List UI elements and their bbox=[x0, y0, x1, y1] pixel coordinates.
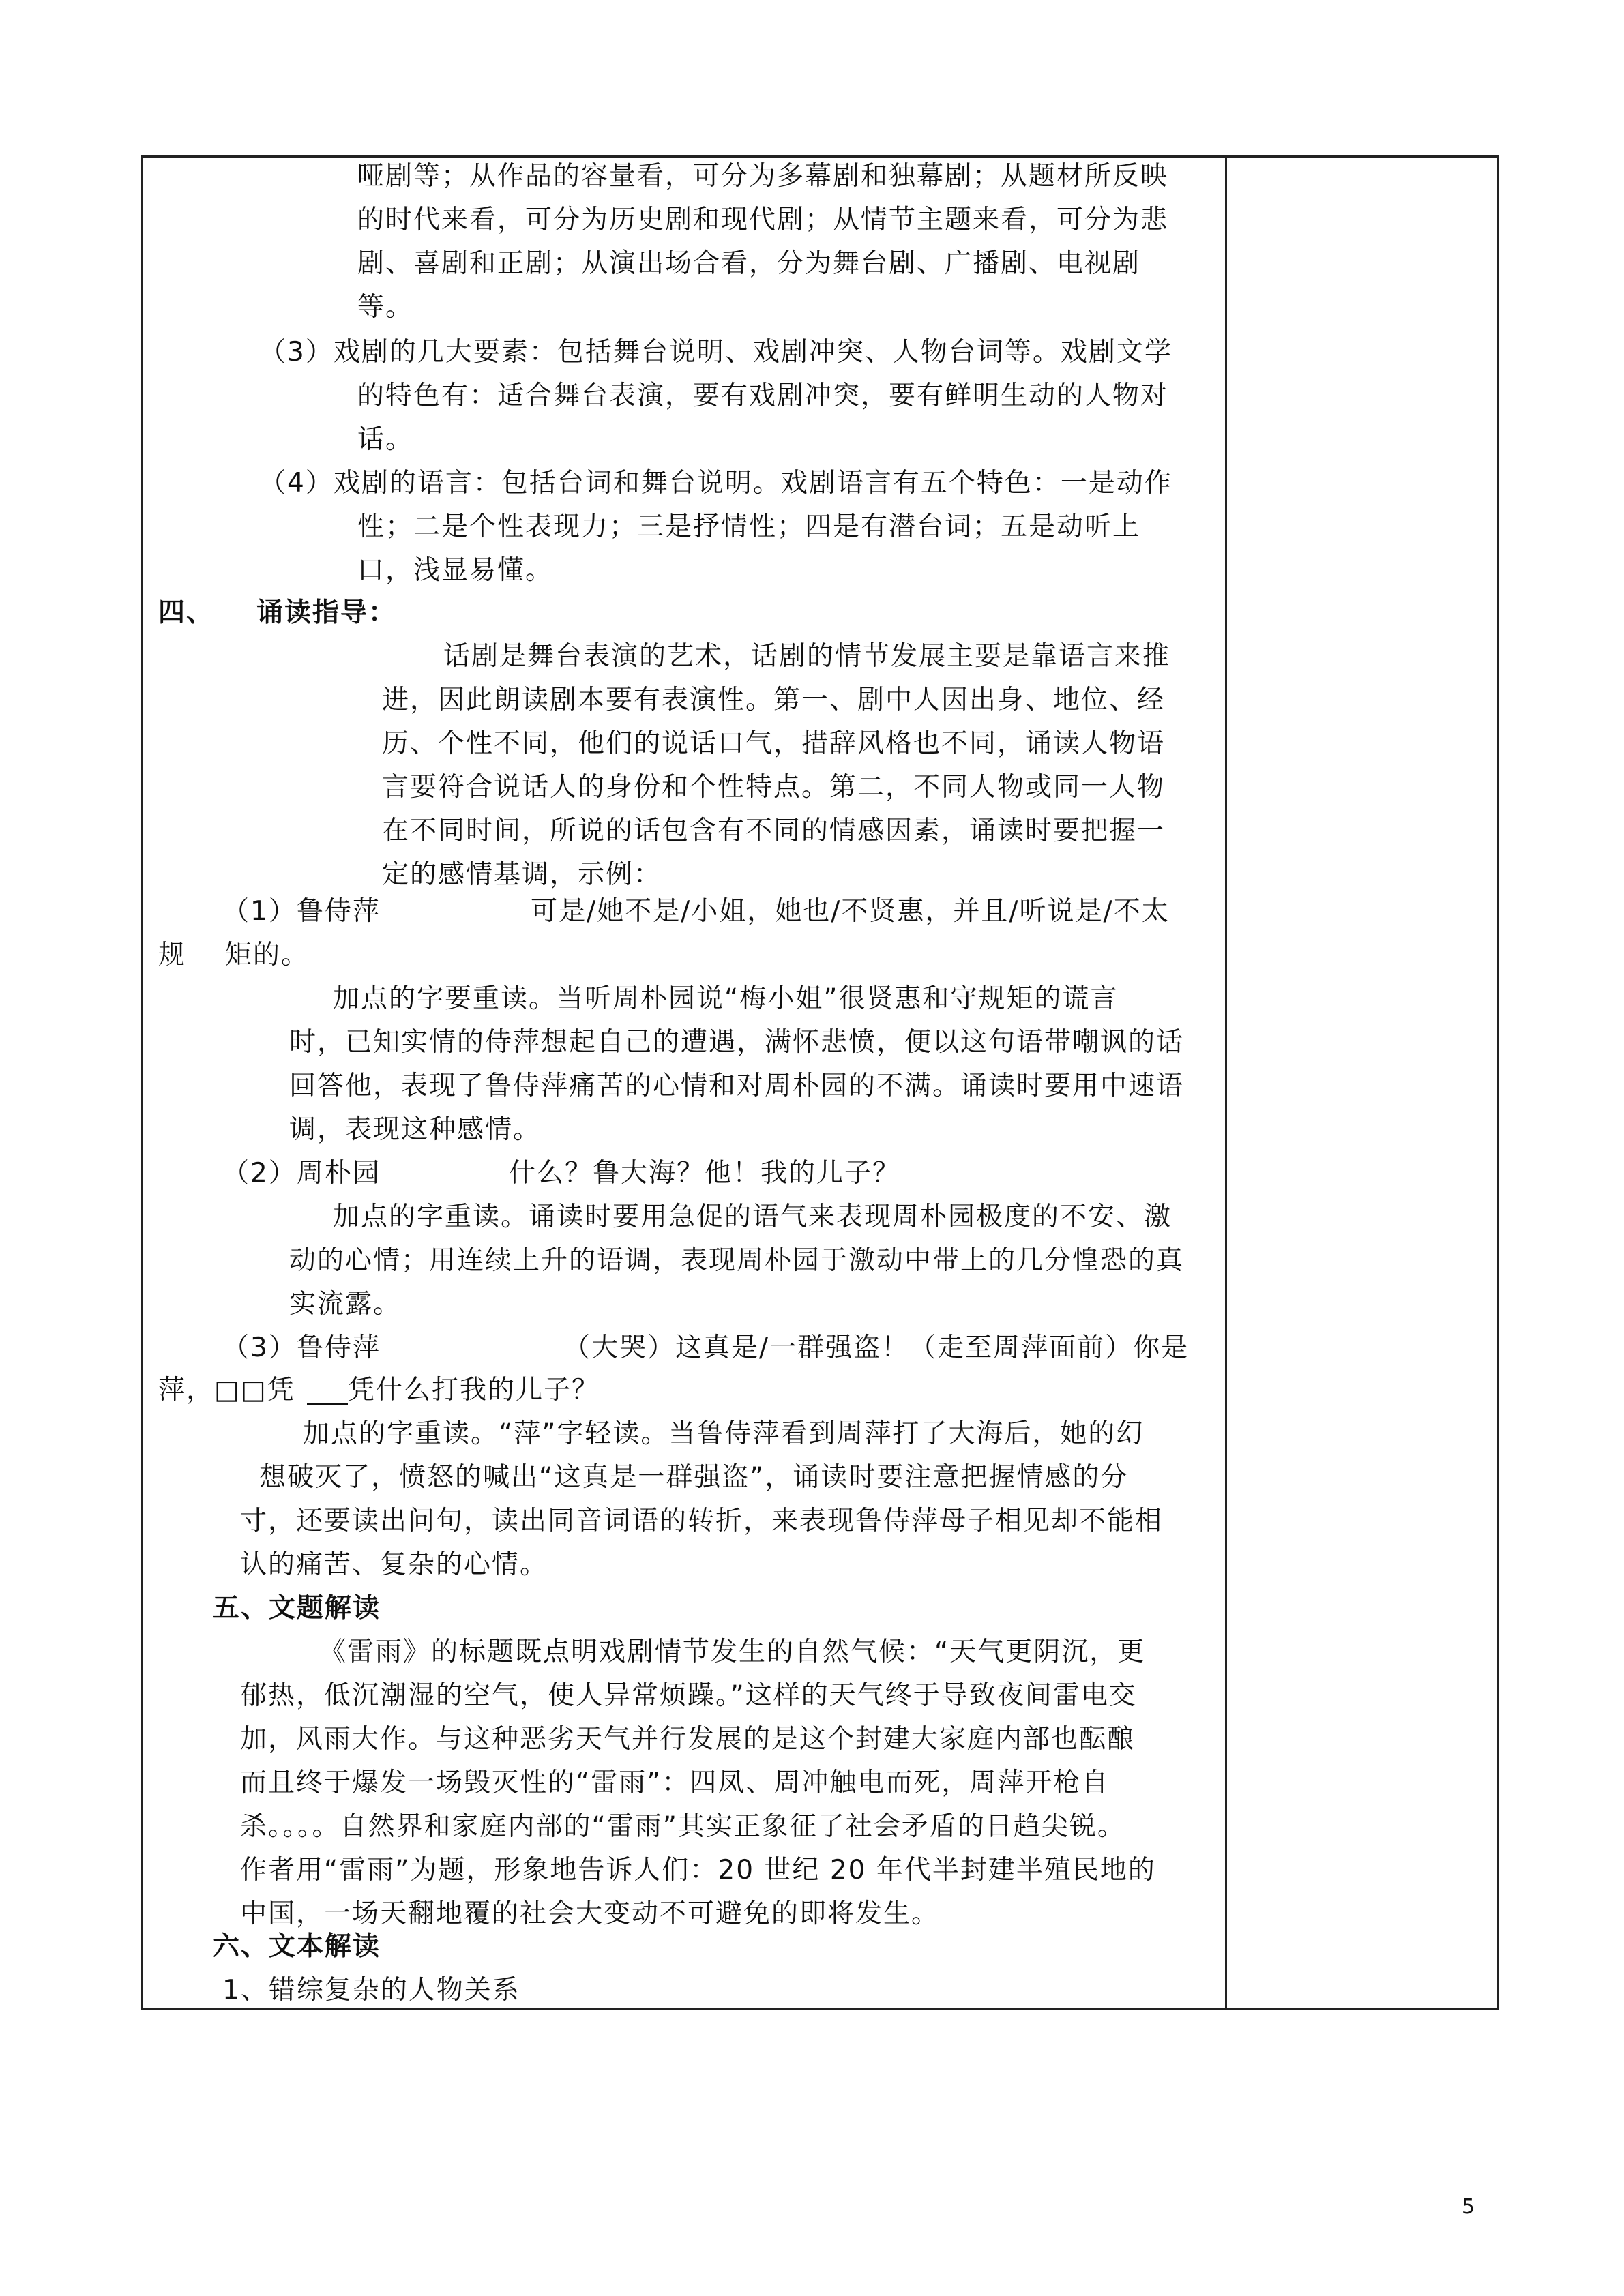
text-line: 时，已知实情的侍萍想起自己的遭遇，满怀悲愤，便以这句语带嘲讽的话 bbox=[289, 1027, 1185, 1058]
text-line: 加点的字要重读。当听周朴园说“梅小姐”很贤惠和守规矩的谎言 bbox=[333, 983, 1119, 1014]
text-line: 等。 bbox=[357, 292, 414, 323]
example-speaker: （1）鲁侍萍 bbox=[222, 896, 381, 927]
text-line: 想破灭了，愤怒的喊出“这真是一群强盗”，诵读时要注意把握情感的分 bbox=[259, 1462, 1129, 1493]
text-line: 加，风雨大作。与这种恶劣天气并行发展的是这个封建大家庭内部也酝酿 bbox=[240, 1724, 1136, 1755]
text-line: 的时代来看，可分为历史剧和现代剧；从情节主题来看，可分为悲 bbox=[357, 205, 1169, 235]
page-number: 5 bbox=[1462, 2195, 1475, 2219]
text-line: 哑剧等；从作品的容量看，可分为多幕剧和独幕剧；从题材所反映 bbox=[357, 161, 1169, 192]
text-line: 动的心情；用连续上升的语调，表现周朴园于激动中带上的几分惶恐的真 bbox=[289, 1245, 1185, 1276]
text-line: 规 bbox=[158, 940, 187, 970]
text-line: 作者用“雷雨”为题，形象地告诉人们：20 世纪 20 年代半封建半殖民地的 bbox=[240, 1855, 1156, 1885]
section-heading: 诵读指导： bbox=[256, 597, 397, 628]
example-speaker: （3）鲁侍萍 bbox=[222, 1332, 381, 1363]
text-line: 《雷雨》的标题既点明戏剧情节发生的自然气候：“天气更阴沉，更 bbox=[319, 1637, 1146, 1667]
text-line: 萍，□□凭 bbox=[158, 1375, 295, 1405]
text-line: 话剧是舞台表演的艺术，话剧的情节发展主要是靠语言来推 bbox=[443, 641, 1171, 672]
example-line: 什么？鲁大海？他！我的儿子？ bbox=[509, 1158, 901, 1189]
text-line: （4）戏剧的语言：包括台词和舞台说明。戏剧语言有五个特色：一是动作 bbox=[259, 468, 1172, 498]
text-line: 在不同时间，所说的话包含有不同的情感因素，诵读时要把握一 bbox=[382, 816, 1166, 846]
text-line: 回答他，表现了鲁侍萍痛苦的心情和对周朴园的不满。诵读时要用中速语 bbox=[289, 1071, 1185, 1101]
text-line: 调，表现这种感情。 bbox=[289, 1114, 542, 1145]
text-line: 定的感情基调，示例： bbox=[382, 859, 662, 890]
text-line: 言要符合说话人的身份和个性特点。第二，不同人物或同一人物 bbox=[382, 772, 1166, 803]
section-number: 四、 bbox=[158, 597, 215, 628]
text-line: 杀。。。。自然界和家庭内部的“雷雨”其实正象征了社会矛盾的日趋尖锐。 bbox=[240, 1811, 1125, 1842]
text-line: 中国，一场天翻地覆的社会大变动不可避免的即将发生。 bbox=[240, 1898, 940, 1929]
text-line: 历、个性不同，他们的说话口气，措辞风格也不同，诵读人物语 bbox=[382, 728, 1166, 759]
section-heading: 五、文题解读 bbox=[213, 1593, 381, 1624]
text-line: 而且终于爆发一场毁灭性的“雷雨”：四凤、周冲触电而死，周萍开枪自 bbox=[240, 1768, 1110, 1798]
text-line: 性；二是个性表现力；三是抒情性；四是有潜台词；五是动听上 bbox=[357, 511, 1141, 542]
text-line: 郁热，低沉潮湿的空气，使人异常烦躁。”这样的天气终于导致夜间雷电交 bbox=[240, 1680, 1137, 1711]
example-speaker: （2）周朴园 bbox=[222, 1158, 381, 1189]
text-line: 寸，还要读出问句，读出同音词语的转折，来表现鲁侍萍母子相见却不能相 bbox=[240, 1506, 1164, 1536]
text-line: 的特色有：适合舞台表演，要有戏剧冲突，要有鲜明生动的人物对 bbox=[357, 381, 1169, 411]
example-line: （大哭）这真是/一群强盗！（走至周萍面前）你是 bbox=[563, 1332, 1190, 1363]
text-line: 话。 bbox=[357, 424, 414, 455]
table-column-divider bbox=[1225, 155, 1227, 2010]
text-line: 认的痛苦、复杂的心情。 bbox=[240, 1549, 548, 1580]
text-line: 剧、喜剧和正剧；从演出场合看，分为舞台剧、广播剧、电视剧 bbox=[357, 248, 1141, 279]
text-line: 实流露。 bbox=[289, 1289, 402, 1320]
example-line: 可是/她不是/小姐，她也/不贤惠，并且/听说是/不太 bbox=[531, 896, 1170, 927]
text-line: 凭什么打我的儿子？ bbox=[348, 1375, 600, 1405]
text-line: （3）戏剧的几大要素：包括舞台说明、戏剧冲突、人物台词等。戏剧文学 bbox=[259, 337, 1172, 368]
text-line: 加点的字重读。“萍”字轻读。当鲁侍萍看到周萍打了大海后，她的幻 bbox=[303, 1418, 1145, 1449]
fill-in-blank bbox=[307, 1403, 348, 1405]
text-line: 进，因此朗读剧本要有表演性。第一、剧中人因出身、地位、经 bbox=[382, 685, 1166, 715]
text-line: 1、错综复杂的人物关系 bbox=[222, 1975, 520, 2006]
text-line: 矩的。 bbox=[225, 940, 310, 970]
text-line: 口，浅显易懂。 bbox=[357, 555, 554, 586]
text-line: 加点的字重读。诵读时要用急促的语气来表现周朴园极度的不安、激 bbox=[333, 1202, 1172, 1232]
section-heading: 六、文本解读 bbox=[213, 1931, 381, 1962]
